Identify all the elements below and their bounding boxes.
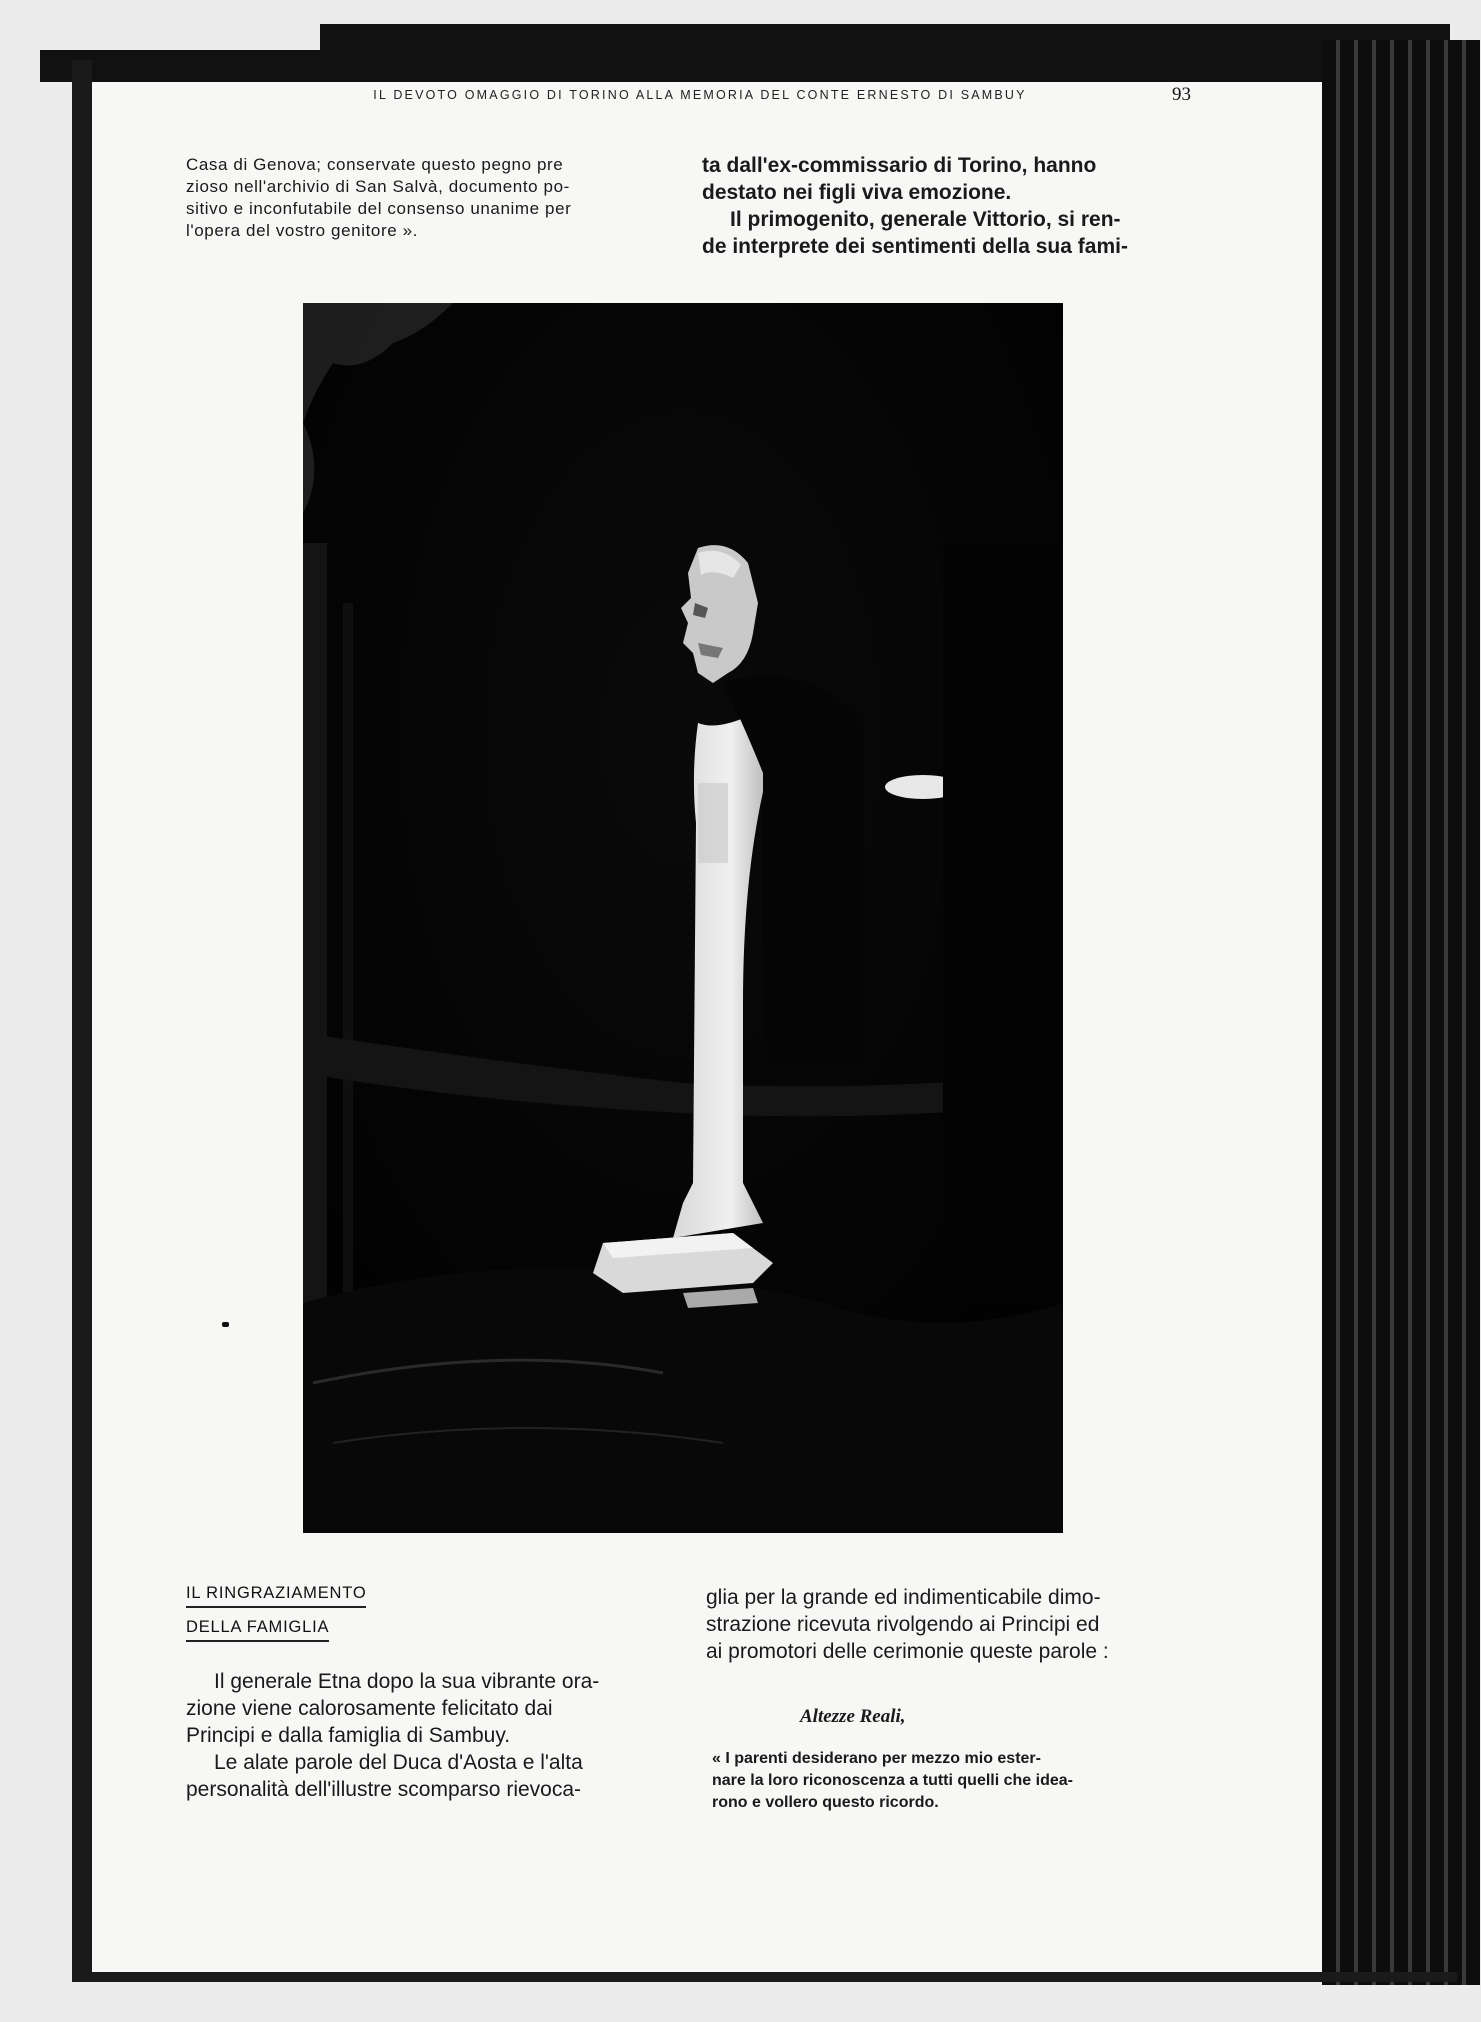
text-line: l'opera del vostro genitore ». [186,221,418,240]
running-head: IL DEVOTO OMAGGIO DI TORINO ALLA MEMORIA DEL CONTE ERNESTO DI SAMBUY [373,88,1027,102]
bottom-left-column [186,1668,680,1803]
top-left-column [186,154,676,242]
bottom-right-column [706,1584,1206,1665]
text-line: personalità dell'illustre scomparso rievoca- [186,1778,582,1801]
text-line: Principi e dalla famiglia di Sambuy. [186,1724,511,1747]
text-line: glia per la grande ed indimenticabile dimo- [706,1586,1101,1609]
text-line: Casa di Genova; conservate questo pegno pre [186,155,564,174]
page-number: 93 [1172,84,1191,105]
text-line: destato nei figli viva emozione. [702,181,1012,204]
book-spine-edge [1322,40,1480,1985]
section-heading-line: IL RINGRAZIAMENTO [186,1584,366,1608]
text-line: Il generale Etna dopo la sua vibrante ora- [214,1670,600,1693]
top-right-column [702,152,1202,260]
photo-image [303,303,1063,1533]
section-heading [186,1584,426,1652]
printing-mark [222,1322,229,1327]
text-line: ta dall'ex-commissario di Torino, hanno [702,154,1097,177]
scan-border-bottom [72,1972,1457,1982]
text-line: « I parenti desiderano per mezzo mio ester- [712,1750,1041,1767]
text-line: strazione ricevuta rivolgendo ai Principi ed [706,1613,1100,1636]
letter-salutation: Altezze Reali, [800,1706,906,1727]
text-line: nare la loro riconoscenza a tutti quelli che idea- [712,1772,1073,1789]
scan-border-left [72,60,92,1980]
text-line: ai promotori delle cerimonie queste parole : [706,1640,1109,1663]
text-line: sitivo e inconfutabile del consenso unanime per [186,199,572,218]
memorial-bust-photograph [303,303,1063,1533]
section-heading-line: DELLA FAMIGLIA [186,1618,329,1642]
scan-border-top [320,24,1450,82]
text-line: zione viene calorosamente felicitato dai [186,1697,553,1720]
text-line: zioso nell'archivio di San Salvà, documento po- [186,177,570,196]
text-line: de interprete dei sentimenti della sua fami- [702,235,1128,258]
letter-text [712,1748,1212,1814]
text-line: rono e vollero questo ricordo. [712,1794,939,1811]
text-line: Le alate parole del Duca d'Aosta e l'alta [214,1751,583,1774]
text-line: Il primogenito, generale Vittorio, si ren- [730,208,1121,231]
